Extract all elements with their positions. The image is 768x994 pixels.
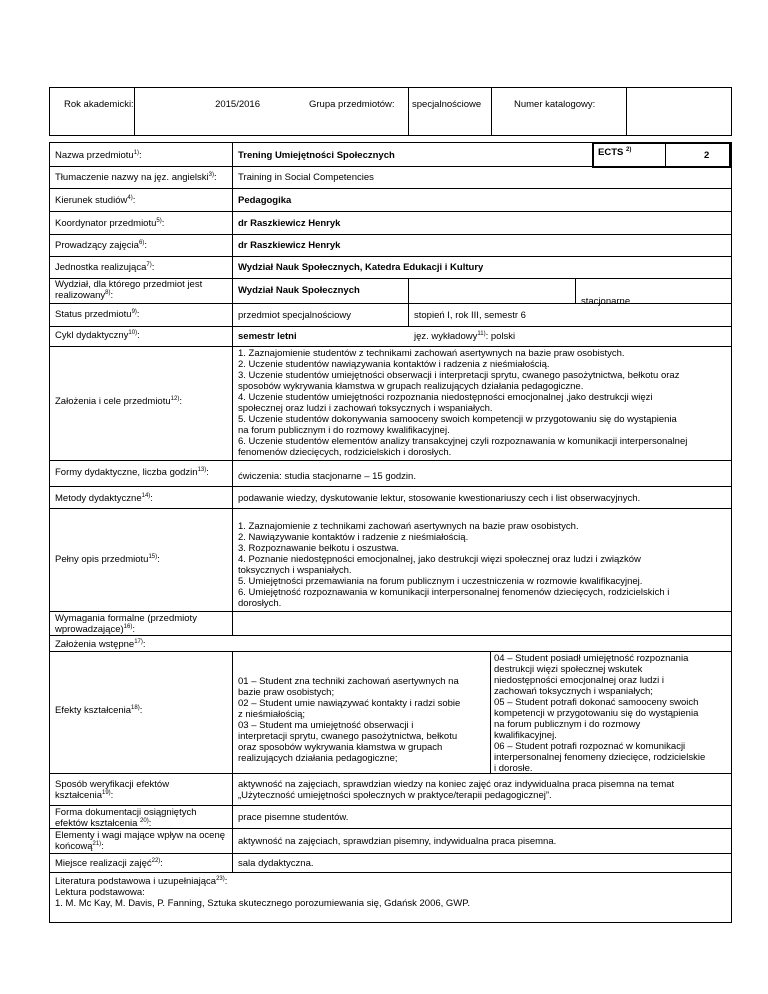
literatura-line1: Lektura podstawowa: <box>55 887 145 898</box>
kierunek-value: Pedagogika <box>238 195 292 206</box>
sposob-line2: „Użyteczność umiejętności społecznych w praktyce/terapii pedagogicznej”. <box>238 790 552 801</box>
prowadzacy-value: dr Raszkiewicz Henryk <box>238 240 341 251</box>
elementy-value: aktywność na zajęciach, sprawdzian pisemny, indywidualna praca pisemna. <box>238 836 557 847</box>
status-stopien: stopień I, rok III, semestr 6 <box>414 310 526 321</box>
sposob-label-line2: kształcenia$^{19)}$: <box>55 790 114 801</box>
nazwa-value: Trening Umiejętności Społecznych <box>238 150 395 161</box>
dokumentacja-label-line2: efektów kształcenia $^{20)}$: <box>55 818 152 829</box>
miejsce-value: sala dydaktyczna. <box>238 858 314 869</box>
ects-value: 2 <box>704 150 710 161</box>
status-value: przedmiot specjalnościowy <box>238 310 351 321</box>
efekty-label: Efekty kształcenia$^{18)}$: <box>55 705 143 716</box>
status-forma: stacjonarne <box>581 296 631 307</box>
jednostka-label: Jednostka realizująca$^{7)}$: <box>55 262 155 273</box>
sposob-label-line1: Sposób weryfikacji efektów <box>55 779 170 790</box>
literatura-line2: 1. M. Mc Kay, M. Davis, P. Fanning, Sztuka skutecznego porozumiewania się, Gdańsk 2006, GWP. <box>55 898 471 909</box>
elementy-label-line2: końcową$^{21)}$: <box>55 841 104 852</box>
kierunek-label: Kierunek studiów$^{4)}$: <box>55 195 136 206</box>
cykl-jezyk: jęz. wykładowy$^{11)}$: polski <box>414 331 516 342</box>
jednostka-value: Wydział Nauk Społecznych, Katedra Edukacji i Kultury <box>238 262 484 273</box>
koordynator-value: dr Raszkiewicz Henryk <box>238 218 341 229</box>
ects-label: ECTS $^{2)}$ <box>598 147 632 158</box>
numer-label: Numer katalogowy: <box>514 99 596 110</box>
dokumentacja-value: prace pisemne studentów. <box>238 812 349 823</box>
tlumaczenie-value: Training in Social Competencies <box>238 172 374 183</box>
miejsce-label: Miejsce realizacji zajęć$^{22)}$: <box>55 858 163 869</box>
wydzial-label-line1: Wydział, dla którego przedmiot jest <box>55 279 203 290</box>
wymagania-label-line2: wprowadzające)$^{16)}$: <box>55 624 135 635</box>
metody-label: Metody dydaktyczne$^{14)}$: <box>55 493 153 504</box>
grupa-label: Grupa przedmiotów: <box>309 99 395 110</box>
prowadzacy-label: Prowadzący zajęcia$^{6)}$: <box>55 240 147 251</box>
nazwa-label: Nazwa przedmiotu$^{1)}$: <box>55 150 142 161</box>
grupa-value: specjalnościowe <box>412 99 482 110</box>
formy-label: Formy dydaktyczne, liczba godzin$^{13)}$: <box>55 467 209 478</box>
zalozenia-wstepne-label: Założenia wstępne$^{17)}$: <box>55 639 146 650</box>
status-label: Status przedmiotu$^{9)}$: <box>55 309 140 320</box>
literatura-label: Literatura podstawowa i uzupełniająca$^{23)}$: <box>55 876 228 887</box>
cykl-value: semestr letni <box>238 331 297 342</box>
dokumentacja-label-line1: Forma dokumentacji osiągniętych <box>55 807 197 818</box>
rok-label: Rok akademicki: <box>64 99 134 110</box>
metody-value: podawanie wiedzy, dyskutowanie lektur, stosowanie kwestionariuszy cech i list obserwacyjnych. <box>238 493 641 504</box>
wymagania-label-line1: Wymagania formalne (przedmioty <box>55 613 197 624</box>
zalozenia-label: Założenia i cele przedmiotu$^{12)}$: <box>55 396 182 407</box>
opis-label: Pełny opis przedmiotu$^{15)}$: <box>55 554 160 565</box>
koordynator-label: Koordynator przedmiotu$^{5)}$: <box>55 218 165 229</box>
rok-value: 2015/2016 <box>215 99 260 110</box>
cykl-label: Cykl dydaktyczny$^{10)}$: <box>55 330 140 341</box>
tlumaczenie-label: Tłumaczenie nazwy na jęz. angielski$^{3)}$: <box>55 172 217 183</box>
sposob-line1: aktywność na zajęciach, sprawdzian wiedzy na koniec zajęć oraz indywidualna praca pisemna na temat <box>238 779 675 790</box>
wydzial-label-line2: realizowany$^{8)}$: <box>55 290 114 301</box>
formy-value: ćwiczenia: studia stacjonarne – 15 godzin. <box>238 471 416 482</box>
wydzial-value: Wydział Nauk Społecznych <box>238 285 360 296</box>
elementy-label-line1: Elementy i wagi mające wpływ na ocenę <box>55 830 226 841</box>
